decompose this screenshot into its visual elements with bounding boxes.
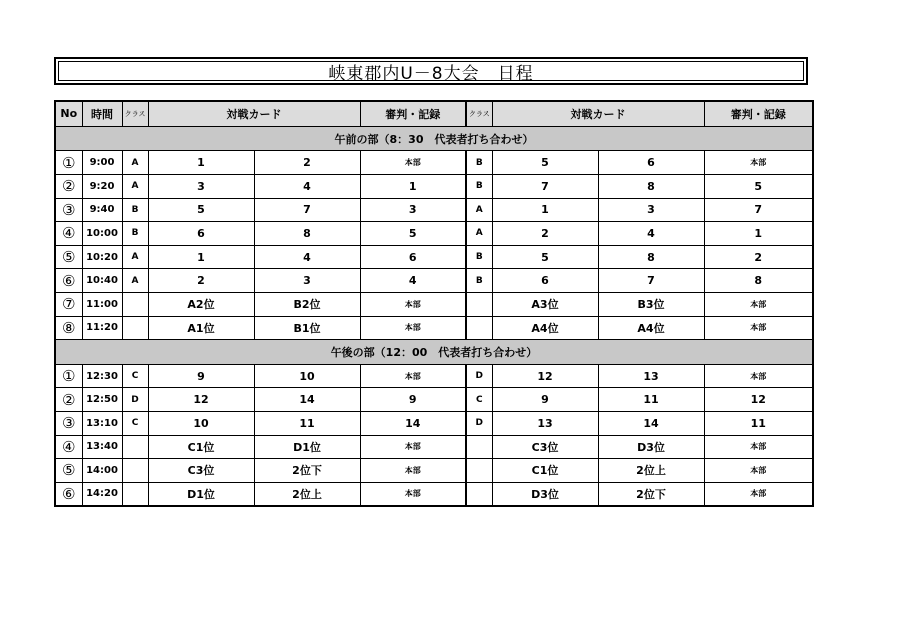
- afternoon-section-label: 午後の部（12：00 代表者打ち合わせ）: [55, 340, 813, 365]
- team-cell: 1: [492, 198, 598, 222]
- team-cell: B3位: [598, 292, 704, 316]
- team-cell: C1位: [492, 459, 598, 483]
- table-row: [55, 482, 813, 506]
- match-number: ③: [55, 411, 82, 435]
- header-referee: 審判・記録: [360, 101, 466, 126]
- table-row: [55, 435, 813, 459]
- class-cell: A: [122, 151, 148, 175]
- class-cell: B: [466, 174, 492, 198]
- table-row: [55, 151, 813, 175]
- match-number: ①: [55, 364, 82, 388]
- referee-cell: 2: [704, 245, 813, 269]
- class-cell: A: [122, 269, 148, 293]
- class-cell: C: [122, 364, 148, 388]
- team-cell: 6: [492, 269, 598, 293]
- class-cell: [466, 435, 492, 459]
- team-cell: C1位: [148, 435, 254, 459]
- title-frame: [54, 57, 808, 85]
- referee-cell: 14: [360, 411, 466, 435]
- team-cell: D3位: [598, 435, 704, 459]
- referee-cell: 本部: [704, 435, 813, 459]
- team-cell: 4: [598, 222, 704, 246]
- header-match-2: 対戦カード: [492, 101, 704, 126]
- team-cell: 3: [598, 198, 704, 222]
- team-cell: 10: [148, 411, 254, 435]
- team-cell: 8: [254, 222, 360, 246]
- team-cell: 12: [148, 388, 254, 412]
- referee-cell: 5: [704, 174, 813, 198]
- team-cell: 2: [148, 269, 254, 293]
- class-cell: A: [466, 198, 492, 222]
- referee-cell: 本部: [704, 482, 813, 506]
- match-number: ④: [55, 222, 82, 246]
- match-time: 9:00: [82, 151, 122, 175]
- match-time: 11:00: [82, 292, 122, 316]
- referee-cell: 本部: [360, 459, 466, 483]
- header-class: クラス: [122, 101, 148, 126]
- header-class-2: クラス: [466, 101, 492, 126]
- match-number: ⑦: [55, 292, 82, 316]
- table-row: [55, 364, 813, 388]
- morning-section-label: 午前の部（8：30 代表者打ち合わせ）: [55, 126, 813, 151]
- team-cell: 14: [254, 388, 360, 412]
- team-cell: A2位: [148, 292, 254, 316]
- team-cell: 3: [254, 269, 360, 293]
- match-number: ⑤: [55, 245, 82, 269]
- team-cell: 2: [492, 222, 598, 246]
- match-number: ②: [55, 174, 82, 198]
- class-cell: D: [466, 364, 492, 388]
- referee-cell: 本部: [704, 316, 813, 340]
- referee-cell: 本部: [360, 435, 466, 459]
- header-no: No: [55, 101, 82, 126]
- match-time: 11:20: [82, 316, 122, 340]
- team-cell: 2: [254, 151, 360, 175]
- match-number: ②: [55, 388, 82, 412]
- team-cell: 8: [598, 245, 704, 269]
- page-title: 峡東郡内U－8大会 日程: [58, 61, 804, 81]
- team-cell: 13: [492, 411, 598, 435]
- team-cell: 3: [148, 174, 254, 198]
- team-cell: 13: [598, 364, 704, 388]
- team-cell: A4位: [598, 316, 704, 340]
- class-cell: [466, 292, 492, 316]
- schedule-table: [54, 100, 814, 507]
- match-time: 13:40: [82, 435, 122, 459]
- team-cell: 1: [148, 245, 254, 269]
- team-cell: 7: [598, 269, 704, 293]
- class-cell: C: [122, 411, 148, 435]
- team-cell: 7: [492, 174, 598, 198]
- match-number: ④: [55, 435, 82, 459]
- team-cell: 12: [492, 364, 598, 388]
- table-row: [55, 292, 813, 316]
- team-cell: C3位: [148, 459, 254, 483]
- team-cell: 10: [254, 364, 360, 388]
- team-cell: 8: [598, 174, 704, 198]
- team-cell: 11: [254, 411, 360, 435]
- table-row: [55, 459, 813, 483]
- referee-cell: 5: [360, 222, 466, 246]
- referee-cell: 本部: [360, 364, 466, 388]
- team-cell: 11: [598, 388, 704, 412]
- class-cell: [466, 316, 492, 340]
- header-match: 対戦カード: [148, 101, 360, 126]
- team-cell: 14: [598, 411, 704, 435]
- team-cell: 2位上: [254, 482, 360, 506]
- referee-cell: 4: [360, 269, 466, 293]
- class-cell: [122, 435, 148, 459]
- match-time: 12:30: [82, 364, 122, 388]
- match-number: ③: [55, 198, 82, 222]
- referee-cell: 11: [704, 411, 813, 435]
- team-cell: 4: [254, 245, 360, 269]
- class-cell: A: [122, 245, 148, 269]
- class-cell: [466, 482, 492, 506]
- class-cell: [122, 482, 148, 506]
- team-cell: 9: [492, 388, 598, 412]
- class-cell: B: [466, 151, 492, 175]
- team-cell: D1位: [254, 435, 360, 459]
- match-time: 9:20: [82, 174, 122, 198]
- morning-section-header: [55, 126, 813, 151]
- match-time: 10:00: [82, 222, 122, 246]
- class-cell: B: [122, 198, 148, 222]
- table-row: [55, 198, 813, 222]
- match-number: ⑤: [55, 459, 82, 483]
- team-cell: B2位: [254, 292, 360, 316]
- table-row: [55, 222, 813, 246]
- team-cell: A3位: [492, 292, 598, 316]
- class-cell: A: [122, 174, 148, 198]
- match-number: ⑥: [55, 269, 82, 293]
- referee-cell: 12: [704, 388, 813, 412]
- referee-cell: 7: [704, 198, 813, 222]
- table-row: [55, 316, 813, 340]
- referee-cell: 1: [360, 174, 466, 198]
- match-time: 9:40: [82, 198, 122, 222]
- referee-cell: 本部: [704, 364, 813, 388]
- referee-cell: 本部: [360, 151, 466, 175]
- class-cell: [122, 316, 148, 340]
- referee-cell: 6: [360, 245, 466, 269]
- team-cell: 6: [148, 222, 254, 246]
- team-cell: 5: [492, 245, 598, 269]
- team-cell: C3位: [492, 435, 598, 459]
- referee-cell: 本部: [360, 316, 466, 340]
- class-cell: D: [466, 411, 492, 435]
- class-cell: B: [122, 222, 148, 246]
- class-cell: [122, 292, 148, 316]
- referee-cell: 本部: [360, 292, 466, 316]
- table-row: [55, 411, 813, 435]
- referee-cell: 8: [704, 269, 813, 293]
- referee-cell: 3: [360, 198, 466, 222]
- referee-cell: 本部: [704, 459, 813, 483]
- match-number: ⑥: [55, 482, 82, 506]
- match-number: ⑧: [55, 316, 82, 340]
- referee-cell: 本部: [360, 482, 466, 506]
- team-cell: 4: [254, 174, 360, 198]
- header-referee-2: 審判・記録: [704, 101, 813, 126]
- team-cell: 9: [148, 364, 254, 388]
- team-cell: A1位: [148, 316, 254, 340]
- match-time: 13:10: [82, 411, 122, 435]
- class-cell: [122, 459, 148, 483]
- match-number: ①: [55, 151, 82, 175]
- team-cell: 5: [492, 151, 598, 175]
- team-cell: D1位: [148, 482, 254, 506]
- class-cell: B: [466, 245, 492, 269]
- match-time: 12:50: [82, 388, 122, 412]
- match-time: 10:20: [82, 245, 122, 269]
- class-cell: A: [466, 222, 492, 246]
- class-cell: D: [122, 388, 148, 412]
- class-cell: [466, 459, 492, 483]
- team-cell: B1位: [254, 316, 360, 340]
- team-cell: 2位下: [254, 459, 360, 483]
- table-row: [55, 388, 813, 412]
- referee-cell: 本部: [704, 292, 813, 316]
- table-row: [55, 245, 813, 269]
- team-cell: D3位: [492, 482, 598, 506]
- afternoon-section-header: [55, 340, 813, 365]
- team-cell: 2位上: [598, 459, 704, 483]
- team-cell: 7: [254, 198, 360, 222]
- referee-cell: 1: [704, 222, 813, 246]
- team-cell: 2位下: [598, 482, 704, 506]
- class-cell: B: [466, 269, 492, 293]
- table-row: [55, 174, 813, 198]
- team-cell: 1: [148, 151, 254, 175]
- team-cell: A4位: [492, 316, 598, 340]
- match-time: 14:20: [82, 482, 122, 506]
- match-time: 10:40: [82, 269, 122, 293]
- referee-cell: 本部: [704, 151, 813, 175]
- match-time: 14:00: [82, 459, 122, 483]
- referee-cell: 9: [360, 388, 466, 412]
- class-cell: C: [466, 388, 492, 412]
- team-cell: 5: [148, 198, 254, 222]
- header-time: 時間: [82, 101, 122, 126]
- team-cell: 6: [598, 151, 704, 175]
- header-row: [55, 101, 813, 126]
- table-row: [55, 269, 813, 293]
